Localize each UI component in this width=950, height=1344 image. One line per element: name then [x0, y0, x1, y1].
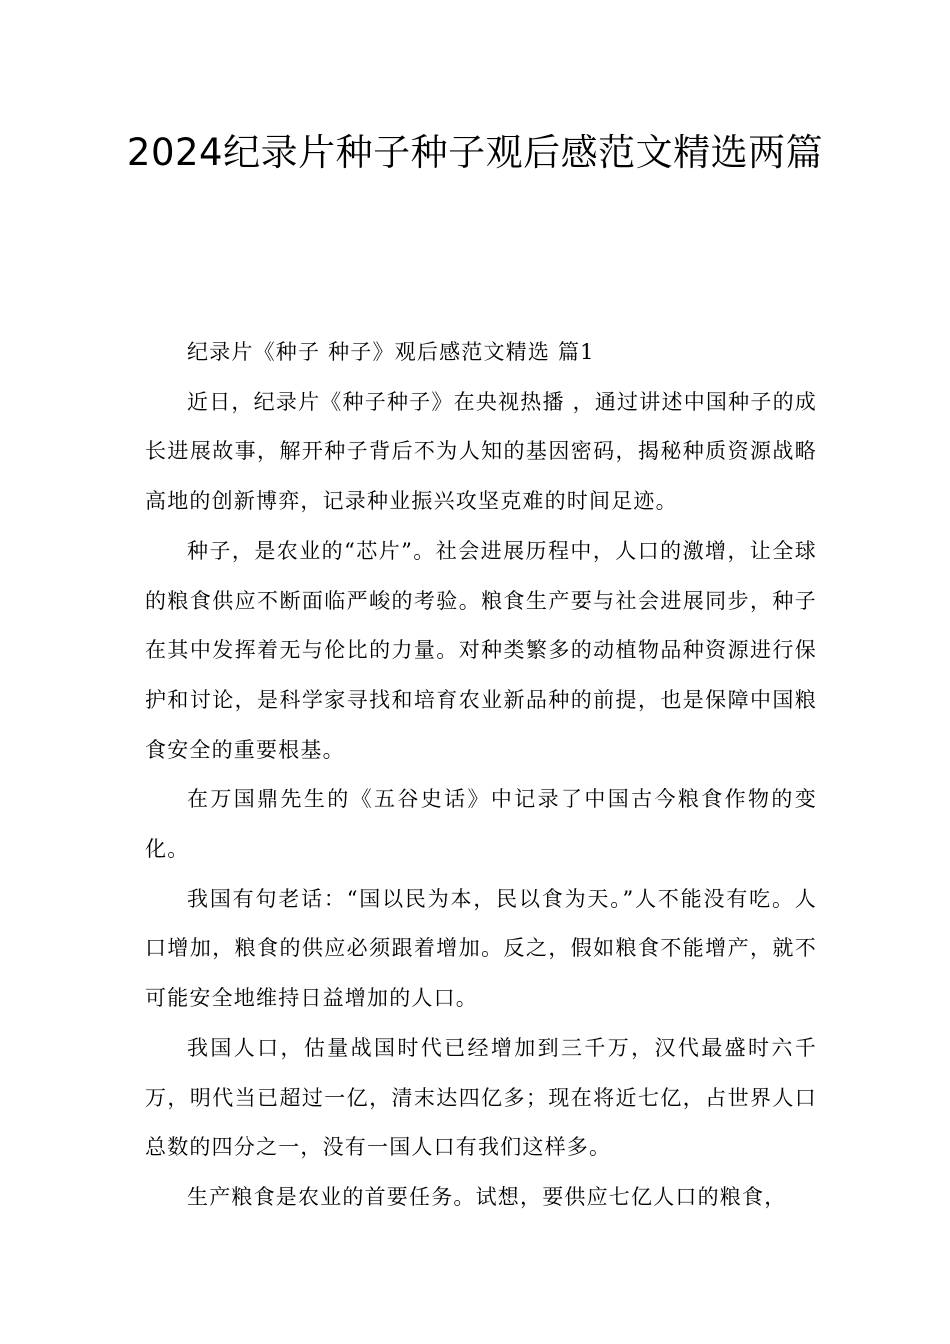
paragraph: 生产粮食是农业的首要任务。试想，要供应七亿人口的粮食，: [187, 1184, 787, 1209]
section-heading: 纪录片《种子 种子》观后感范文精选 篇1: [187, 340, 595, 364]
paragraph: 我国人口，估量战国时代已经增加到三千万，汉代最盛时六千万，明代当已超过一亿，清末达四亿多；现在将近七亿，占世界人口总数的四分之一，没有一国人口有我们这样多。: [145, 1035, 817, 1160]
paragraph: 我国有句老话：“国以民为本，民以食为天。”人不能没有吃。人口增加，粮食的供应必须跟着增加。反之，假如粮食不能增产，就不可能安全地维持日益增加的人口。: [145, 886, 817, 1011]
paragraph: 种子，是农业的“芯片”。社会进展历程中，人口的激增，让全球的粮食供应不断面临严峻的考验。粮食生产要与社会进展同步，种子在其中发挥着无与伦比的力量。对种类繁多的动植物品种资源进行保护和讨论，是科学家寻找和培育农业新品种的前提，也是保障中国粮食安全的重要根基。: [145, 538, 817, 762]
paragraph: 近日，纪录片《种子种子》在央视热播 ，通过讲述中国种子的成长进展故事，解开种子背后不为人知的基因密码，揭秘种质资源战略高地的创新博弈，记录种业振兴攻坚克难的时间足迹。: [145, 389, 817, 514]
document-body: [145, 328, 817, 1223]
paragraph: 在万国鼎先生的《五谷史话》中记录了中国古今粮食作物的变化。: [145, 787, 817, 862]
document-title: 2024纪录片种子种子观后感范文精选两篇: [126, 131, 824, 174]
